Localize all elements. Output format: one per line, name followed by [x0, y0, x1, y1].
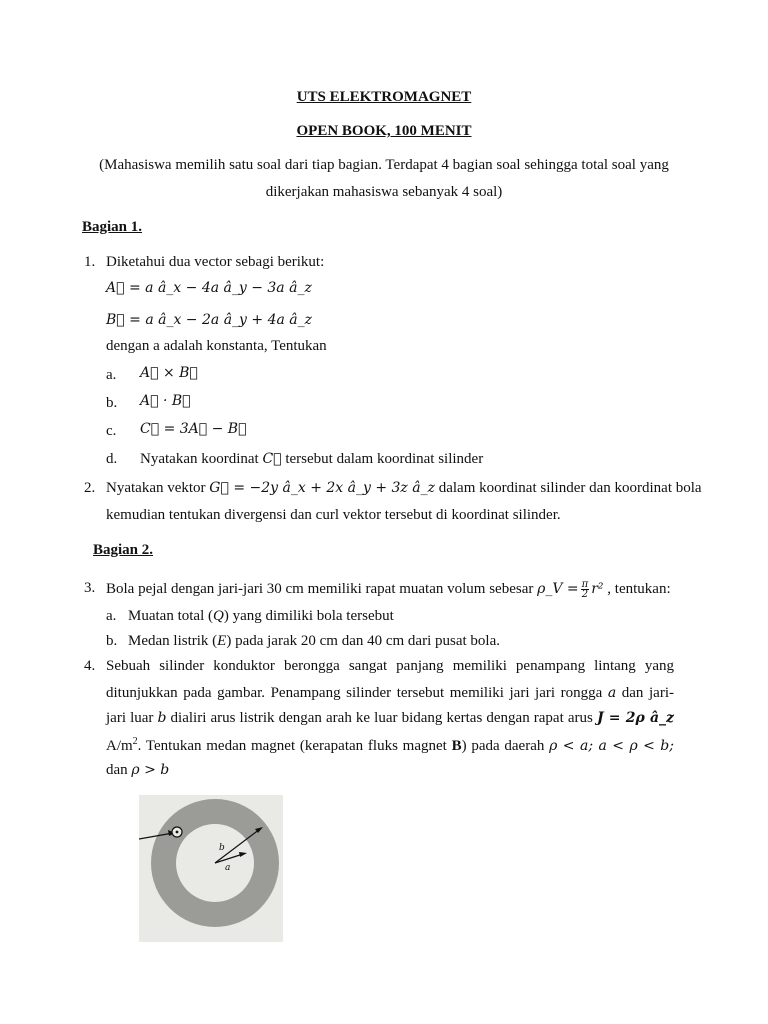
- exam-title: UTS ELEKTROMAGNET: [296, 89, 472, 105]
- q3-fraction: [581, 580, 590, 599]
- exam-subtitle: OPEN BOOK, 100 MENIT: [296, 123, 472, 139]
- q1-item-d-after: tersebut dalam koordinat silinder: [281, 451, 484, 467]
- q3-line: [106, 580, 671, 599]
- q4-line-3-sym: b: [157, 710, 167, 726]
- q4-line-5: [106, 762, 169, 779]
- q1-item-a-label: a.: [106, 367, 117, 383]
- q3-item-a-sym: Q: [212, 608, 224, 624]
- q4-unit-sup: 2: [132, 736, 138, 747]
- q1-item-a-expr: A⃗ × B⃗: [140, 365, 198, 381]
- q1-equation-a: A⃗ = a â_x − 4a â_y − 3a â_z: [106, 280, 312, 296]
- q4-line-2-sym: a: [607, 685, 617, 701]
- q4-line-1: Sebuah silinder konduktor berongga sangat panjang memiliki penampang lintang yang: [106, 658, 674, 674]
- q1-item-d-before: Nyatakan koordinat: [140, 451, 263, 467]
- q2-line-2: kemudian tentukan divergensi dan curl vektor tersebut di koordinat silinder.: [106, 507, 561, 523]
- q3-frac-num: π: [581, 579, 589, 590]
- current-out-dot: [176, 831, 179, 834]
- q4-line-3-mid: dialiri arus listrik dengan arah ke luar bidang kertas dengan rapat arus: [166, 710, 597, 726]
- q4-line-5-before: dan: [106, 762, 132, 778]
- q1-item-c-expr: C⃗ = 3A⃗ − B⃗: [140, 421, 247, 437]
- q4-line-4-expr: ρ < a; a < ρ < b;: [549, 738, 674, 754]
- q4-line-3-expr: J = 2ρ â_z: [596, 710, 674, 726]
- q1-equation-b: B⃗ = a â_x − 2a â_y + 4a â_z: [106, 312, 313, 328]
- q1-item-d-text: [140, 451, 483, 468]
- q2-number: 2.: [84, 480, 96, 496]
- q1-number: 1.: [84, 254, 96, 270]
- q3-item-a: [128, 608, 394, 625]
- q1-item-b-expr: A⃗ · B⃗: [140, 393, 191, 409]
- q1-item-d-expr: C⃗: [262, 451, 282, 467]
- q2-before: Nyatakan vektor: [106, 480, 210, 496]
- q4-line-4-bold: B: [451, 738, 462, 754]
- cylinder-cross-section-figure: [139, 795, 283, 942]
- q1-item-c-label: c.: [106, 423, 117, 439]
- q4-line-4-after: ) pada daerah: [461, 738, 550, 754]
- q3-before: Bola pejal dengan jari-jari 30 cm memiliki rapat muatan volum sebesar: [106, 580, 538, 597]
- q4-line-5-expr: ρ > b: [131, 762, 170, 778]
- q1-note: dengan a adalah konstanta, Tentukan: [106, 338, 327, 354]
- q4-line-4-mid: . Tentukan medan magnet (kerapatan fluks magnet: [137, 738, 452, 754]
- q2-line-1: [106, 480, 702, 497]
- q3-item-b-before: Medan listrik (: [128, 633, 218, 649]
- q2-after: dalam koordinat silinder dan koordinat bola: [434, 480, 702, 496]
- q3-expr-rhs: r²: [591, 580, 604, 597]
- q3-after: , tentukan:: [603, 580, 671, 597]
- q3-item-b-label: b.: [106, 633, 118, 649]
- q1-item-b-label: b.: [106, 395, 118, 411]
- q4-line-2: [106, 685, 674, 702]
- section-2-heading: Bagian 2.: [93, 542, 154, 558]
- q1-item-d-label: d.: [106, 451, 118, 467]
- instructions-line-1: (Mahasiswa memilih satu soal dari tiap bagian. Terdapat 4 bagian soal sehingga total soal yang: [99, 157, 669, 173]
- q4-line-2-before: ditunjukkan pada gambar. Penampang silinder tersebut memiliki jari jari rongga: [106, 685, 608, 701]
- q3-number: 3.: [84, 580, 96, 596]
- q3-frac-den: 2: [581, 589, 589, 600]
- section-1-heading: Bagian 1.: [82, 219, 143, 235]
- q3-expr-lhs: ρ_V =: [537, 580, 579, 597]
- q4-unit: A/m: [106, 738, 133, 754]
- q4-number: 4.: [84, 658, 96, 674]
- cylinder-diagram: [139, 795, 283, 942]
- q3-item-a-label: a.: [106, 608, 117, 624]
- q4-line-2-after: dan jari-: [616, 685, 674, 701]
- q3-item-b-after: ) pada jarak 20 cm dan 40 cm dari pusat bola.: [226, 633, 500, 649]
- q4-line-4: [106, 736, 674, 755]
- q4-line-3-before: jari luar: [106, 710, 158, 726]
- q4-line-3: [106, 710, 674, 727]
- q3-item-b-sym: E: [217, 633, 227, 649]
- label-b: b: [219, 843, 225, 853]
- q3-item-a-before: Muatan total (: [128, 608, 213, 624]
- q2-expr: G⃗ = −2y â_x + 2x â_y + 3z â_z: [209, 480, 435, 496]
- q1-text: Diketahui dua vector sebagi berikut:: [106, 254, 325, 270]
- label-a: a: [225, 863, 231, 873]
- q3-item-b: [128, 633, 500, 650]
- q3-item-a-after: ) yang dimiliki bola tersebut: [223, 608, 394, 624]
- instructions-line-2: dikerjakan mahasiswa sebanyak 4 soal): [265, 184, 503, 200]
